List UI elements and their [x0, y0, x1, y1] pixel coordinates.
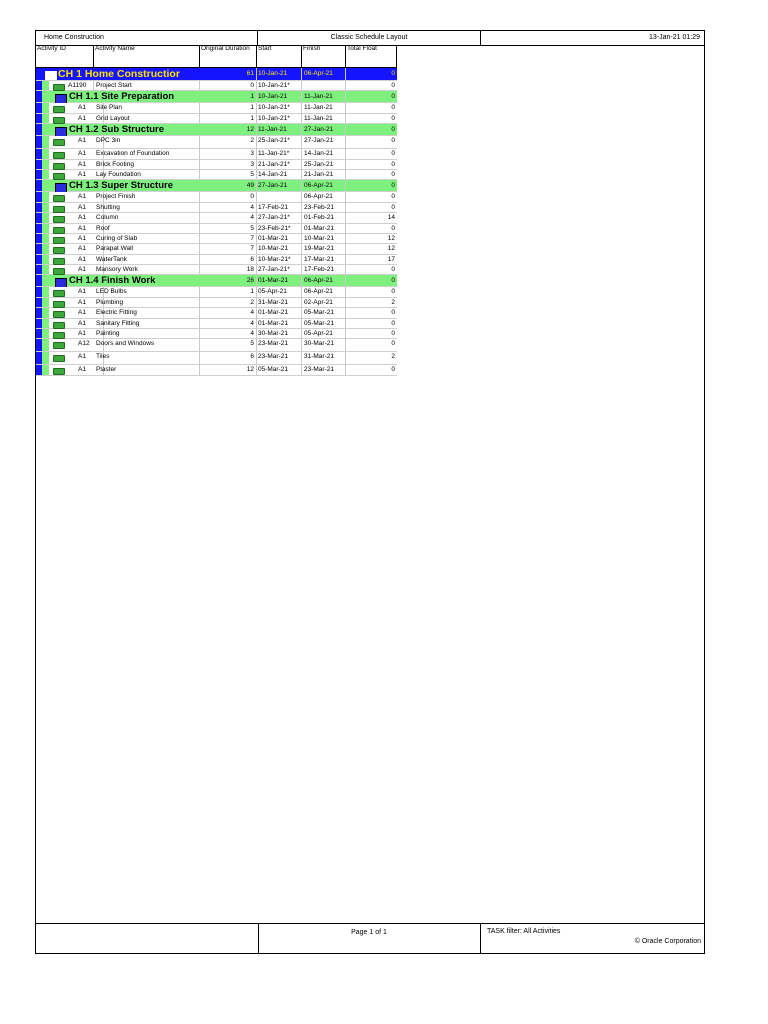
- wbs-level2-strip: [42, 265, 49, 274]
- footer-blank: [36, 924, 259, 953]
- column-header-row: [36, 45, 397, 68]
- original-duration: 61: [200, 68, 257, 80]
- wbs-level2-strip: [42, 192, 49, 201]
- activity-name: Project Start: [96, 81, 200, 90]
- total-float: 2: [391, 353, 395, 361]
- wbs-level2-strip: [42, 114, 49, 123]
- original-duration: 5: [200, 170, 257, 179]
- activity-name: Sanitary Fitting: [96, 319, 200, 328]
- start-date: 14-Jan-21: [257, 170, 302, 179]
- finish-date: 19-Mar-21: [302, 244, 346, 253]
- task-bar-icon: [53, 237, 65, 244]
- activity-id: A1: [78, 308, 104, 317]
- activity-id: A1: [78, 319, 104, 328]
- total-float: 12: [387, 234, 395, 242]
- start-date: 01-Mar-21: [257, 308, 302, 317]
- wbs-level2-strip: [42, 91, 49, 102]
- col-activity-id[interactable]: Activity ID: [36, 45, 94, 67]
- task-bar-icon: [53, 139, 65, 146]
- activity-id: A1: [78, 160, 104, 169]
- activity-name: LED Bulbs: [96, 287, 200, 296]
- original-duration: 4: [200, 319, 257, 328]
- task-bar-icon: [53, 368, 65, 375]
- task-bar-icon: [53, 290, 65, 297]
- total-float: 17: [387, 255, 395, 263]
- finish-date: 11-Jan-21: [302, 103, 346, 112]
- activity-name: Plaster: [96, 365, 200, 374]
- report-footer: [36, 923, 704, 953]
- start-date: 01-Mar-21: [257, 234, 302, 243]
- original-duration: 4: [200, 329, 257, 338]
- wbs-level2-strip: [42, 329, 49, 338]
- wbs-row[interactable]: [36, 124, 397, 136]
- table-row[interactable]: [36, 224, 397, 234]
- wbs-row[interactable]: [36, 180, 397, 192]
- task-bar-icon: [53, 258, 65, 265]
- task-bar-icon: [53, 216, 65, 223]
- original-duration: 12: [200, 124, 257, 135]
- task-bar-icon: [53, 173, 65, 180]
- original-duration: 2: [200, 298, 257, 307]
- original-duration: 18: [200, 265, 257, 274]
- start-date: 10-Jan-21: [257, 91, 302, 102]
- activity-name: Column: [96, 213, 200, 222]
- total-float: 0: [391, 82, 395, 89]
- activity-name: Excavation of Foundation: [96, 149, 200, 158]
- table-row[interactable]: [36, 103, 397, 113]
- total-float: 0: [391, 160, 395, 168]
- wbs-level2-strip: [42, 298, 49, 307]
- wbs-level2-strip: [42, 136, 49, 148]
- total-float: 0: [391, 340, 395, 348]
- activity-name: Grid Layout: [96, 114, 200, 123]
- total-float: 0: [391, 150, 395, 158]
- start-date: 23-Feb-21*: [257, 224, 302, 233]
- activity-name: Project Finish: [96, 192, 200, 201]
- wbs-level2-strip: [42, 170, 49, 179]
- start-date: 10-Jan-21: [257, 68, 302, 80]
- wbs-level2-strip: [42, 203, 49, 212]
- wbs-level2-strip: [42, 308, 49, 317]
- total-float: 14: [387, 214, 395, 222]
- original-duration: 5: [200, 224, 257, 233]
- col-start[interactable]: Start: [257, 45, 302, 67]
- wbs-level2-strip: [42, 213, 49, 222]
- report-page: [35, 30, 705, 954]
- finish-date: 01-Mar-21: [302, 224, 346, 233]
- activity-id: A1: [78, 329, 104, 338]
- start-date: 11-Jan-21: [257, 124, 302, 135]
- task-bar-icon: [53, 268, 65, 275]
- activity-name: Mansory Work: [96, 265, 200, 274]
- table-row[interactable]: [36, 192, 397, 202]
- wbs-level2-strip: [42, 103, 49, 112]
- wbs-level2-strip: [42, 319, 49, 328]
- wbs-level2-strip: [42, 81, 49, 90]
- task-bar-icon: [53, 163, 65, 170]
- wbs-level2-strip: [42, 234, 49, 243]
- original-duration: 4: [200, 203, 257, 212]
- original-duration: 49: [200, 180, 257, 191]
- total-float: 0: [391, 137, 395, 145]
- finish-date: 14-Jan-21: [302, 149, 346, 158]
- original-duration: 1: [200, 114, 257, 123]
- activity-name: Brick Footing: [96, 160, 200, 169]
- total-float: 0: [391, 203, 395, 211]
- activity-name: WaterTank: [96, 255, 200, 264]
- activity-name: Electric Fitting: [96, 308, 200, 317]
- table-row[interactable]: [36, 136, 397, 149]
- activity-id: A1: [78, 192, 104, 201]
- total-float: 0: [391, 319, 395, 327]
- wbs-level2-strip: [42, 149, 49, 158]
- finish-date: 11-Jan-21: [302, 114, 346, 123]
- wbs-level2-strip: [42, 180, 49, 191]
- start-date: 10-Mar-21*: [257, 255, 302, 264]
- finish-date: 06-Apr-21: [302, 180, 346, 191]
- activity-id: A1: [78, 352, 104, 364]
- start-date: 30-Mar-21: [257, 329, 302, 338]
- activity-id: A1: [78, 255, 104, 264]
- total-float: 0: [391, 104, 395, 112]
- total-float: 12: [387, 245, 395, 253]
- task-bar-icon: [53, 227, 65, 234]
- footer-info: [480, 924, 706, 953]
- table-row[interactable]: [36, 319, 397, 329]
- finish-date: 10-Mar-21: [302, 234, 346, 243]
- original-duration: 12: [200, 365, 257, 374]
- wbs-row[interactable]: [36, 91, 397, 103]
- finish-date: 01-Feb-21: [302, 213, 346, 222]
- original-duration: 7: [200, 234, 257, 243]
- wbs-name: CH 1.2 Sub Structure: [69, 124, 165, 136]
- original-duration: 6: [200, 255, 257, 264]
- total-float: 0: [391, 114, 395, 122]
- table-row[interactable]: [36, 287, 397, 297]
- table-row[interactable]: [36, 255, 397, 265]
- table-row[interactable]: [36, 213, 397, 223]
- wbs-level2-strip: [42, 275, 49, 286]
- total-float: 0: [391, 170, 395, 178]
- table-row[interactable]: [36, 365, 397, 375]
- activity-id: A1: [78, 298, 104, 307]
- total-float: 0: [391, 277, 395, 285]
- original-duration: 3: [200, 149, 257, 158]
- start-date: [257, 192, 302, 201]
- finish-date: 23-Feb-21: [302, 203, 346, 212]
- finish-date: 05-Apr-21: [302, 329, 346, 338]
- finish-date: [302, 81, 346, 90]
- start-date: 10-Jan-21*: [257, 81, 302, 90]
- table-row[interactable]: [36, 339, 397, 352]
- total-float: 0: [391, 70, 395, 77]
- finish-date: 05-Mar-21: [302, 308, 346, 317]
- finish-date: 06-Apr-21: [302, 287, 346, 296]
- task-bar-icon: [53, 332, 65, 339]
- activity-name: Parapat Wall: [96, 244, 200, 253]
- start-date: 01-Mar-21: [257, 319, 302, 328]
- activity-name: Site Plan: [96, 103, 200, 112]
- total-float: 0: [391, 224, 395, 232]
- finish-date: 06-Apr-21: [302, 275, 346, 286]
- table-row[interactable]: [36, 160, 397, 170]
- col-original-duration[interactable]: Original Duration: [200, 45, 257, 67]
- original-duration: 0: [200, 192, 257, 201]
- original-duration: 1: [200, 287, 257, 296]
- folder-icon: [45, 71, 57, 80]
- table-row[interactable]: [36, 308, 397, 318]
- activity-id: A1: [78, 170, 104, 179]
- filter-label: TASK filter: All Activities: [487, 928, 561, 935]
- wbs-level2-strip: [42, 224, 49, 233]
- start-date: 27-Jan-21*: [257, 265, 302, 274]
- original-duration: 3: [200, 160, 257, 169]
- table-row[interactable]: [36, 265, 397, 275]
- wbs-level2-strip: [42, 255, 49, 264]
- table-row[interactable]: [36, 203, 397, 213]
- copyright: © Oracle Corporation: [634, 938, 701, 945]
- finish-date: 11-Jan-21: [302, 91, 346, 102]
- original-duration: 1: [200, 91, 257, 102]
- finish-date: 27-Jan-21: [302, 124, 346, 135]
- wbs-level2-strip: [42, 365, 49, 374]
- table-body: [36, 68, 397, 376]
- wbs-name: CH 1.4 Finish Work: [69, 275, 156, 287]
- activity-id: A1: [78, 103, 104, 112]
- table-row[interactable]: [36, 352, 397, 365]
- activity-table: [36, 45, 397, 376]
- activity-name: Roof: [96, 224, 200, 233]
- original-duration: 6: [200, 352, 257, 364]
- activity-id: A1: [78, 203, 104, 212]
- start-date: 21-Jan-21*: [257, 160, 302, 169]
- table-row[interactable]: [36, 114, 397, 124]
- total-float: 0: [391, 193, 395, 201]
- finish-date: 23-Mar-21: [302, 365, 346, 374]
- activity-id: A1: [78, 136, 104, 148]
- activity-id: A1: [78, 234, 104, 243]
- total-float: 0: [391, 288, 395, 296]
- start-date: 05-Apr-21: [257, 287, 302, 296]
- table-row[interactable]: [36, 244, 397, 254]
- total-float: 0: [391, 93, 395, 101]
- report-header: [36, 31, 704, 46]
- activity-name: Plumbing: [96, 298, 200, 307]
- activity-name: Painting: [96, 329, 200, 338]
- finish-date: 06-Apr-21: [302, 192, 346, 201]
- activity-id: A1: [78, 287, 104, 296]
- table-row[interactable]: [36, 170, 397, 180]
- original-duration: 4: [200, 213, 257, 222]
- original-duration: 7: [200, 244, 257, 253]
- start-date: 31-Mar-21: [257, 298, 302, 307]
- start-date: 17-Feb-21: [257, 203, 302, 212]
- total-float: 0: [391, 309, 395, 317]
- task-bar-icon: [53, 195, 65, 202]
- activity-name: Doors and Windows: [96, 339, 200, 351]
- start-date: 10-Jan-21*: [257, 114, 302, 123]
- start-date: 01-Mar-21: [257, 275, 302, 286]
- wbs-row[interactable]: [36, 275, 397, 287]
- start-date: 27-Jan-21: [257, 180, 302, 191]
- start-date: 11-Jan-21*: [257, 149, 302, 158]
- activity-id: A1: [78, 365, 104, 374]
- task-bar-icon: [53, 206, 65, 213]
- task-bar-icon: [53, 152, 65, 159]
- original-duration: 2: [200, 136, 257, 148]
- start-date: 05-Mar-21: [257, 365, 302, 374]
- finish-date: 31-Mar-21: [302, 352, 346, 364]
- task-bar-icon: [53, 247, 65, 254]
- total-float: 0: [391, 182, 395, 190]
- start-date: 10-Mar-21: [257, 244, 302, 253]
- table-row[interactable]: [36, 329, 397, 339]
- col-finish[interactable]: Finish: [302, 45, 346, 67]
- wbs-name: CH 1.1 Site Preparation: [69, 91, 175, 103]
- table-row[interactable]: [36, 234, 397, 244]
- col-activity-name[interactable]: Activity Name: [94, 45, 200, 67]
- wbs-level2-strip: [42, 244, 49, 253]
- finish-date: 06-Apr-21: [302, 68, 346, 80]
- activity-id: A1190: [68, 81, 94, 90]
- activity-id: A1: [78, 114, 104, 123]
- activity-name: Curing of Slab: [96, 234, 200, 243]
- total-float: 0: [391, 330, 395, 338]
- finish-date: 02-Apr-21: [302, 298, 346, 307]
- activity-name: DPC 3in: [96, 136, 200, 148]
- task-bar-icon: [53, 84, 65, 91]
- activity-id: A1: [78, 224, 104, 233]
- task-bar-icon: [53, 355, 65, 362]
- start-date: 27-Jan-21*: [257, 213, 302, 222]
- wbs-row[interactable]: [36, 68, 397, 81]
- project-title: Home Construction: [36, 31, 258, 45]
- table-row[interactable]: [36, 81, 397, 91]
- total-float: 0: [391, 266, 395, 274]
- activity-id: A1: [78, 244, 104, 253]
- wbs-level2-strip: [42, 352, 49, 364]
- table-row[interactable]: [36, 149, 397, 159]
- finish-date: 27-Jan-21: [302, 136, 346, 148]
- table-row[interactable]: [36, 298, 397, 308]
- report-datetime: 13-Jan-21 01:29: [649, 34, 700, 41]
- wbs-level2-strip: [42, 287, 49, 296]
- task-bar-icon: [53, 311, 65, 318]
- original-duration: 26: [200, 275, 257, 286]
- activity-id: A1: [78, 265, 104, 274]
- task-bar-icon: [53, 301, 65, 308]
- wbs-level2-strip: [42, 339, 49, 351]
- activity-id: A12: [78, 339, 104, 351]
- start-date: 25-Jan-21*: [257, 136, 302, 148]
- task-bar-icon: [53, 117, 65, 124]
- activity-name: Tiles: [96, 352, 200, 364]
- start-date: 10-Jan-21*: [257, 103, 302, 112]
- wbs-level2-strip: [42, 124, 49, 135]
- finish-date: 21-Jan-21: [302, 170, 346, 179]
- original-duration: 5: [200, 339, 257, 351]
- task-bar-icon: [53, 322, 65, 329]
- activity-name: Shutting: [96, 203, 200, 212]
- activity-name: Lay Foundation: [96, 170, 200, 179]
- original-duration: 1: [200, 103, 257, 112]
- start-date: 23-Mar-21: [257, 352, 302, 364]
- page-number: Page 1 of 1: [258, 924, 481, 953]
- wbs-name: CH 1.3 Super Structure: [69, 180, 173, 192]
- task-bar-icon: [53, 342, 65, 349]
- original-duration: 0: [200, 81, 257, 90]
- wbs-level2-strip: [42, 160, 49, 169]
- col-total-float[interactable]: Total Float: [346, 45, 397, 67]
- start-date: 23-Mar-21: [257, 339, 302, 351]
- activity-id: A1: [78, 149, 104, 158]
- total-float: 0: [391, 366, 395, 374]
- total-float: 0: [391, 126, 395, 134]
- wbs-name: CH 1 Home Constructior: [58, 68, 180, 80]
- total-float: 2: [391, 298, 395, 306]
- finish-date: 17-Feb-21: [302, 265, 346, 274]
- finish-date: 05-Mar-21: [302, 319, 346, 328]
- task-bar-icon: [53, 106, 65, 113]
- wbs-level-strip: [36, 68, 42, 80]
- activity-id: A1: [78, 213, 104, 222]
- finish-date: 17-Mar-21: [302, 255, 346, 264]
- original-duration: 4: [200, 308, 257, 317]
- layout-title: Classic Schedule Layout: [258, 31, 481, 45]
- finish-date: 25-Jan-21: [302, 160, 346, 169]
- finish-date: 30-Mar-21: [302, 339, 346, 351]
